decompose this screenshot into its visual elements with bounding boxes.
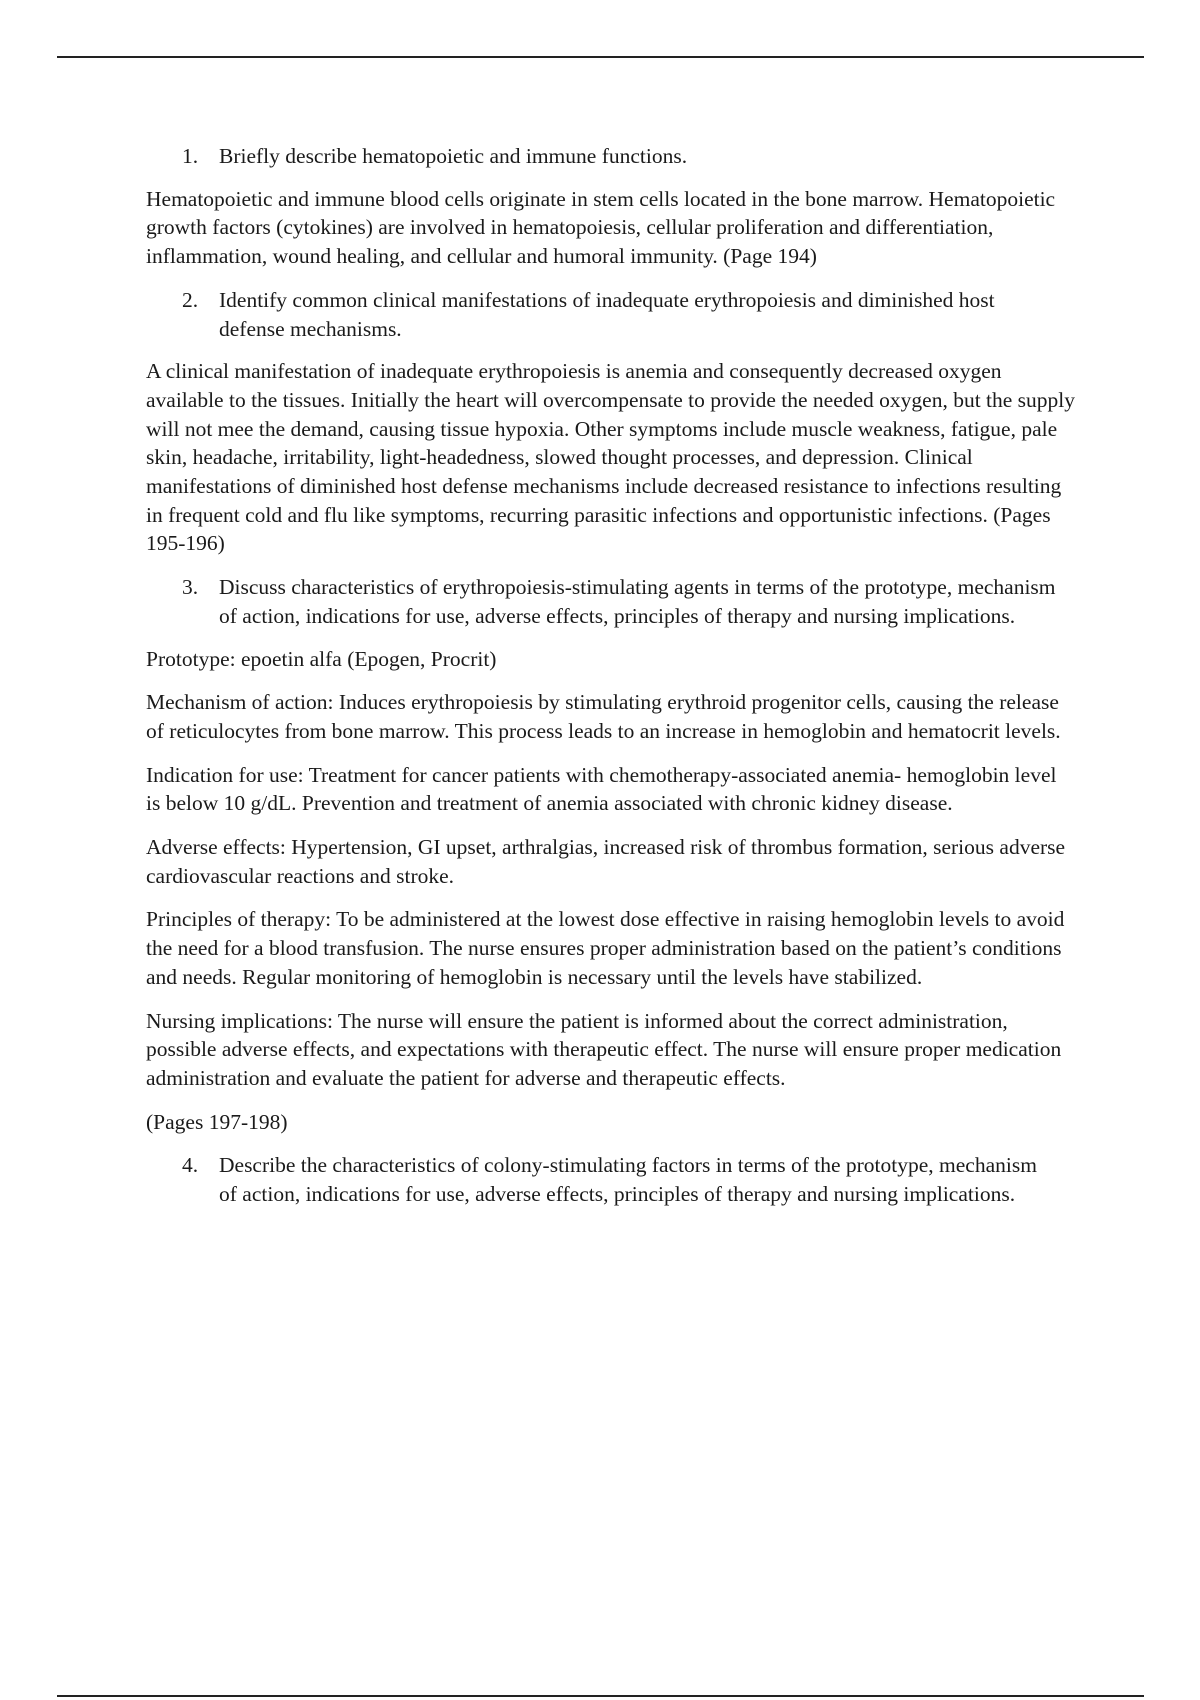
question-number: 2.	[182, 287, 199, 312]
answer-1-paragraph: Hematopoietic and immune blood cells originate in stem cells located in the bone marrow. Hematopoietic growth factors (cytokines) are involved in hematopoiesis, cellular proliferation and differentiation, inflammation, wound healing, and cellular and humoral immunity. (Page 194)	[146, 186, 1056, 269]
question-4	[146, 1151, 1076, 1208]
mechanism-paragraph: Mechanism of action: Induces erythropoiesis by stimulating erythroid progenitor cells, causing the release of reticulocytes from bone marrow. This process leads to an increase in hemoglobin and hematocrit levels.	[146, 690, 1061, 743]
question-text: Discuss characteristics of erythropoiesis-stimulating agents in terms of the prototype, mechanism of action, indications for use, adverse effects, principles of therapy and nursing implications.	[219, 575, 1056, 628]
question-number: 3.	[182, 575, 199, 600]
answer-2-paragraph: A clinical manifestation of inadequate erythropoiesis is anemia and consequently decreased oxygen available to the tissues. Initially the heart will overcompensate to provide the needed oxygen, but the supply will not mee the demand, causing tissue hypoxia. Other symptoms include muscle weakness, fatigue, pale skin, headache, irritability, light-headedness, slowed thought processes, and depression. Clinical manifestations of diminished host defense mechanisms include decreased resistance to infections resulting in frequent cold and flu like symptoms, recurring parasitic infections and opportunistic infections. (Pages 195-196)	[146, 359, 1076, 556]
question-text: Describe the characteristics of colony-stimulating factors in terms of the prototype, mechanism of action, indications for use, adverse effects, principles of therapy and nursing implications.	[219, 1153, 1037, 1207]
page-reference: (Pages 197-198)	[146, 1109, 288, 1134]
indication-paragraph: Indication for use: Treatment for cancer patients with chemotherapy-associated anemia- hemoglobin level is below 10 g/dL. Prevention and treatment of anemia associated with chronic kidney disease.	[146, 762, 1057, 816]
nursing-implications-paragraph: Nursing implications: The nurse will ensure the patient is informed about the correct administration, possible adverse effects, and expectations with therapeutic effect. The nurse will ensure proper medication administration and evaluate the patient for adverse and therapeutic effects.	[146, 1008, 1062, 1090]
question-number: 1.	[182, 144, 199, 168]
question-number: 4.	[182, 1153, 199, 1178]
top-rule	[57, 56, 1144, 58]
bottom-rule	[57, 1695, 1144, 1697]
question-text: Identify common clinical manifestations of inadequate erythropoiesis and diminished host defense mechanisms.	[219, 287, 995, 341]
principles-paragraph: Principles of therapy: To be administered at the lowest dose effective in raising hemoglobin levels to avoid the need for a blood transfusion. The nurse ensures proper administration based on the patient’s conditions and needs. Regular monitoring of hemoglobin is necessary until the levels have stabilized.	[146, 907, 1065, 989]
question-2	[146, 286, 1076, 343]
question-3	[146, 573, 1076, 630]
question-1	[146, 142, 1076, 171]
document-body	[146, 142, 1076, 1223]
adverse-effects-paragraph: Adverse effects: Hypertension, GI upset, arthralgias, increased risk of thrombus formation, serious adverse cardiovascular reactions and stroke.	[146, 835, 1066, 888]
prototype-paragraph: Prototype: epoetin alfa (Epogen, Procrit)	[146, 646, 497, 671]
question-text: Briefly describe hematopoietic and immune functions.	[219, 144, 688, 168]
